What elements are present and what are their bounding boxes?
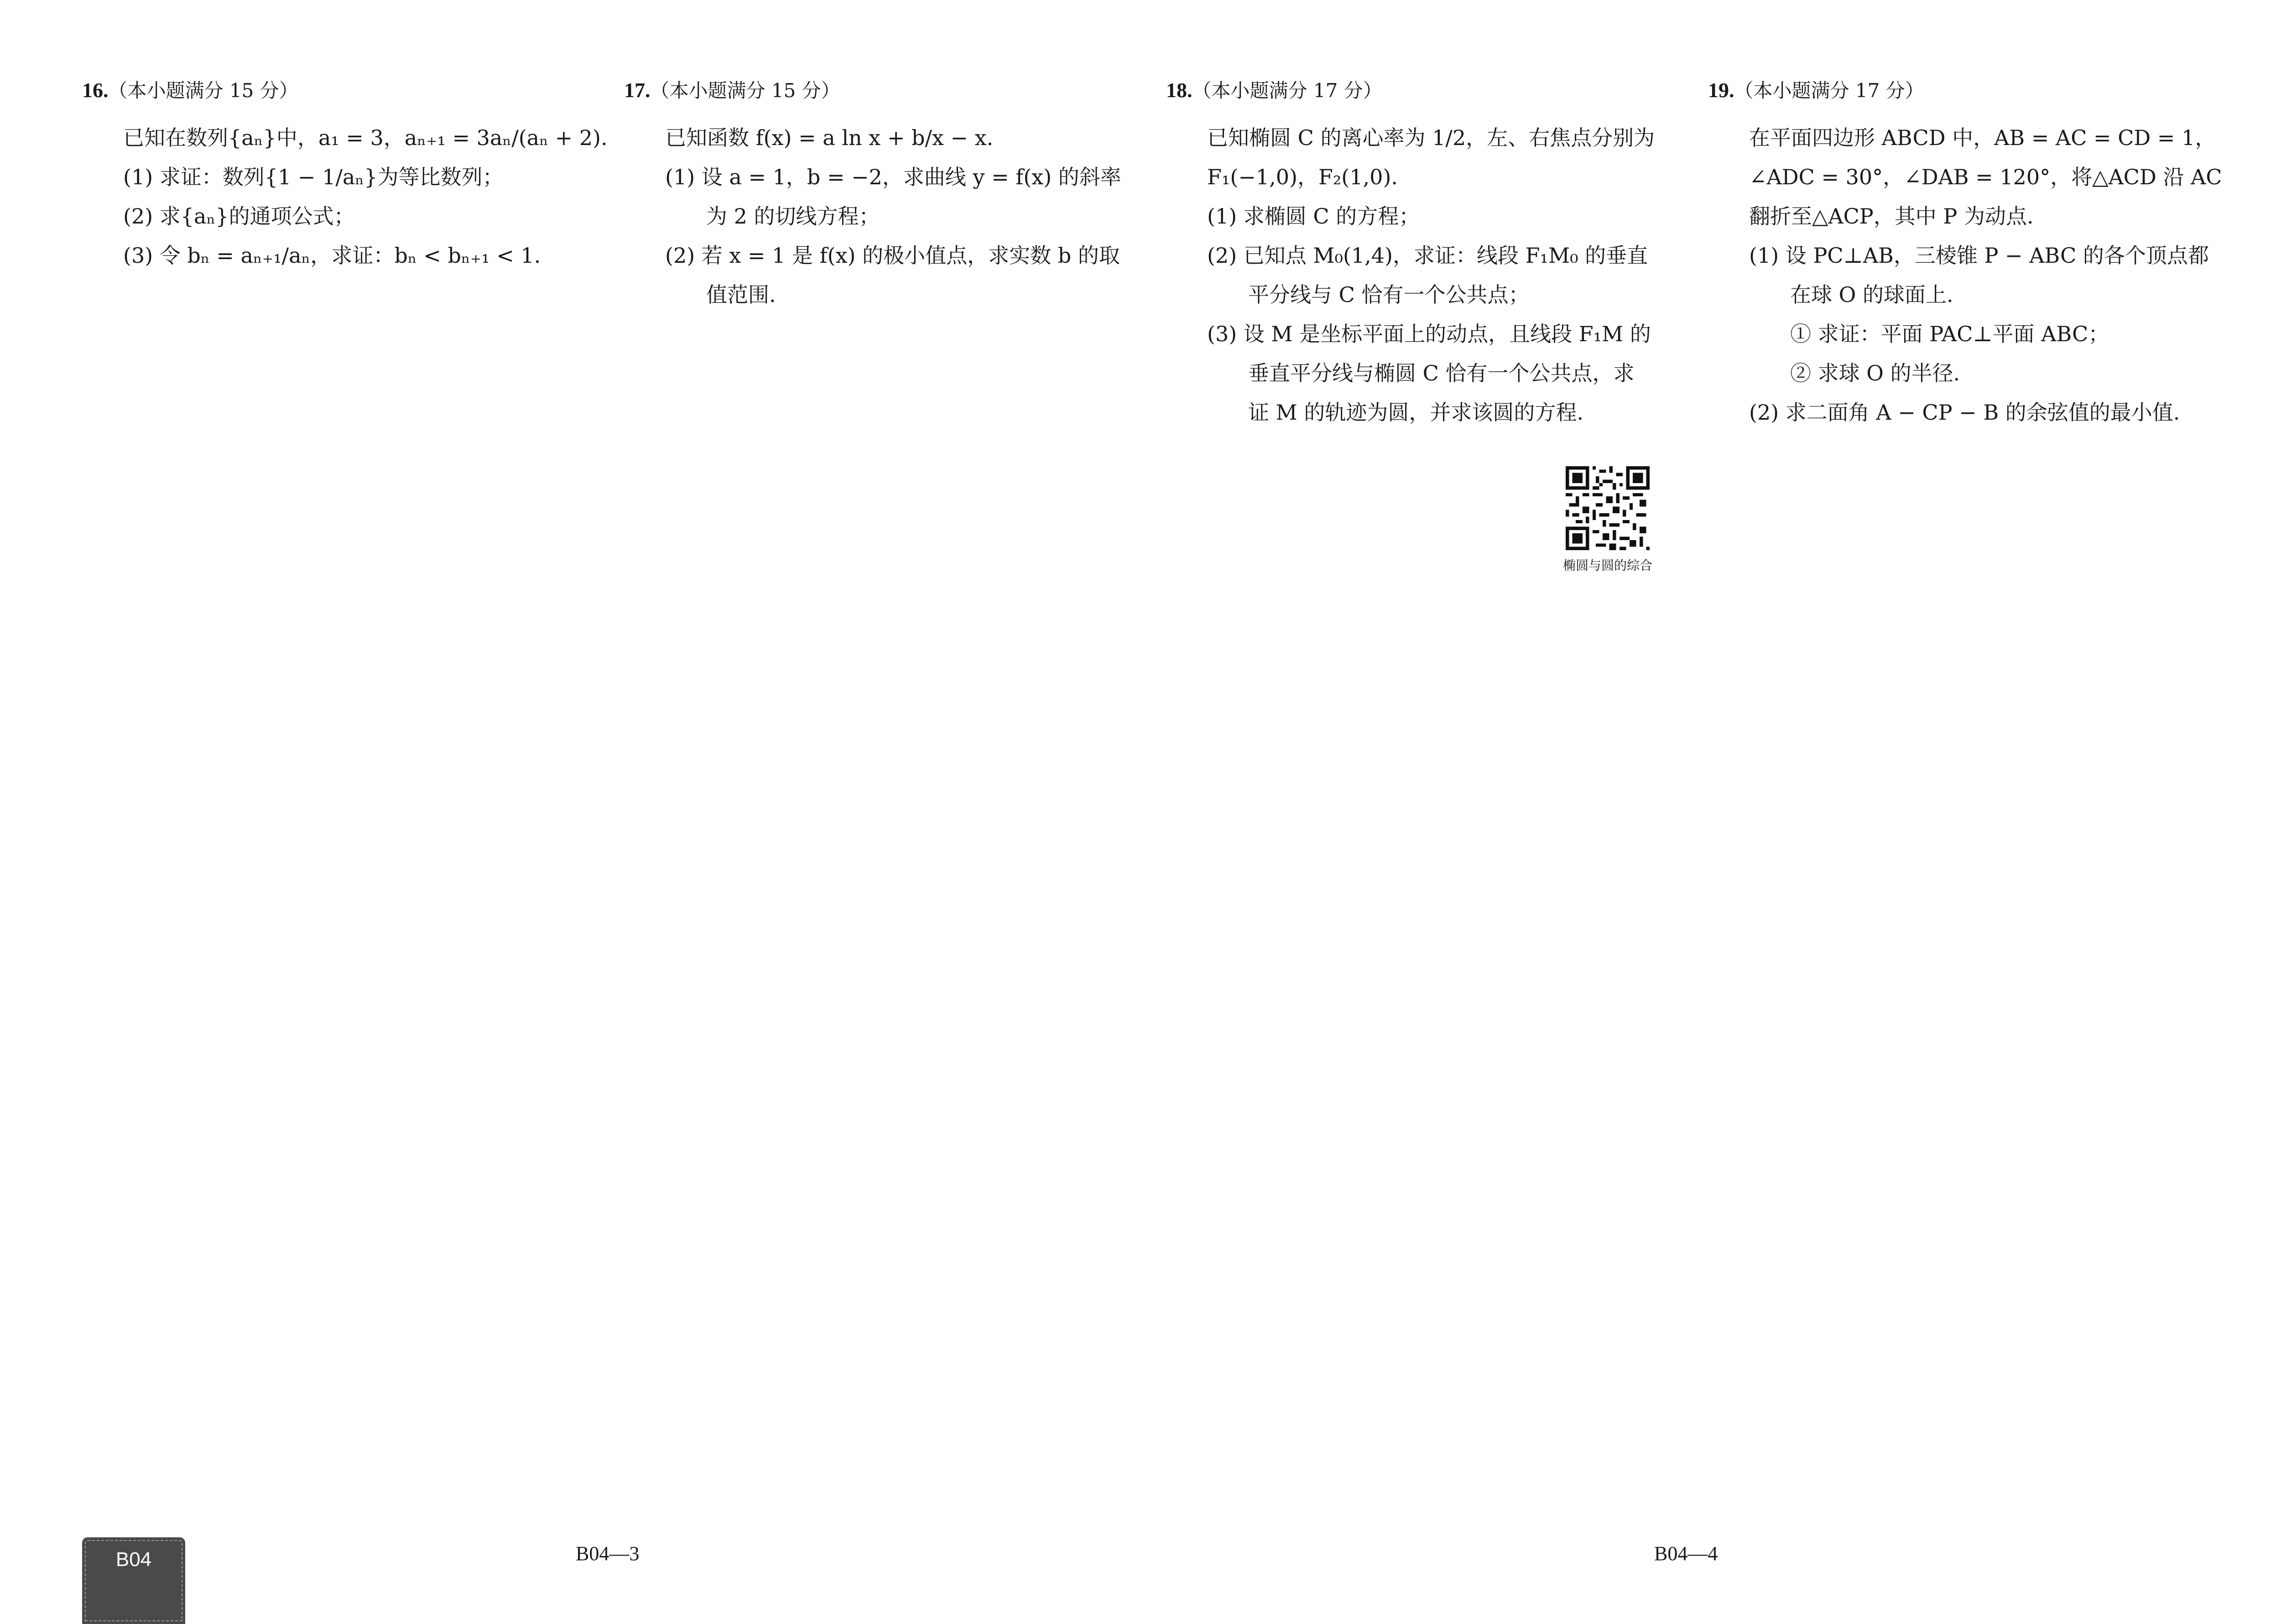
question-18-points: （本小题满分 17 分） — [1192, 79, 1382, 102]
question-18 — [1166, 77, 1682, 432]
question-18-part-2-continued: 平分线与 C 恰有一个公共点； — [1248, 282, 1530, 307]
question-18-part-2: (2) 已知点 M₀(1,4)，求证：线段 F₁M₀ 的垂直 — [1207, 243, 1648, 268]
question-17-parts — [624, 157, 1140, 314]
question-19-part-1-continued: 在球 O 的球面上. — [1790, 282, 1953, 307]
question-19-header — [1708, 77, 2224, 104]
question-18-stem-continued: F₁(−1,0)，F₂(1,0). — [1207, 165, 1398, 189]
question-18-parts — [1166, 197, 1682, 432]
question-17-part-2: (2) 若 x = 1 是 f(x) 的极小值点，求实数 b 的取 — [665, 243, 1120, 268]
question-17-part-2-continued: 值范围. — [706, 282, 776, 307]
question-19-part-1-ii: ② 求球 O 的半径. — [1790, 361, 1960, 385]
question-16-stem: 已知在数列{aₙ}中，a₁ = 3，aₙ₊₁ = 3aₙ/(aₙ + 2). — [123, 125, 608, 150]
question-19-stem-3: 翻折至△ACP，其中 P 为动点. — [1749, 204, 2034, 229]
question-18-part-1: (1) 求椭圆 C 的方程； — [1207, 204, 1420, 229]
page-number-right: B04—4 — [1654, 1542, 1718, 1565]
question-19-points: （本小题满分 17 分） — [1734, 79, 1924, 102]
question-16-part-1: (1) 求证：数列{1 − 1/aₙ}为等比数列； — [123, 165, 504, 189]
question-16 — [82, 77, 608, 275]
question-18-stem: 已知椭圆 C 的离心率为 1/2，左、右焦点分别为 — [1207, 125, 1655, 150]
question-19-part-1: (1) 设 PC⊥AB，三棱锥 P − ABC 的各个顶点都 — [1749, 243, 2209, 268]
question-19 — [1708, 77, 2224, 432]
section-tab-label: B04 — [115, 1548, 152, 1571]
question-17-part-1: (1) 设 a = 1，b = −2，求曲线 y = f(x) 的斜率 — [665, 165, 1121, 189]
question-16-points: （本小题满分 15 分） — [108, 79, 298, 102]
question-16-parts — [82, 157, 598, 275]
question-17-number: 17. — [624, 78, 651, 102]
question-17-part-1-continued: 为 2 的切线方程； — [706, 204, 880, 229]
question-18-part-3-continued-2: 证 M 的轨迹为圆，并求该圆的方程. — [1248, 400, 1583, 425]
question-17-points: （本小题满分 15 分） — [650, 79, 840, 102]
question-19-part-1-i: ① 求证：平面 PAC⊥平面 ABC； — [1790, 322, 2109, 346]
question-16-part-3: (3) 令 bₙ = aₙ₊₁/aₙ，求证：bₙ < bₙ₊₁ < 1. — [123, 243, 541, 268]
qr-code-icon[interactable] — [1566, 466, 1650, 550]
question-19-parts — [1708, 236, 2224, 432]
question-19-part-2: (2) 求二面角 A − CP − B 的余弦值的最小值. — [1749, 400, 2180, 425]
question-19-stem-2: ∠ADC = 30°，∠DAB = 120°，将△ACD 沿 AC — [1749, 165, 2222, 189]
question-16-number: 16. — [82, 78, 109, 102]
question-16-part-2: (2) 求{aₙ}的通项公式； — [123, 204, 355, 229]
question-16-header — [82, 77, 598, 104]
question-18-header — [1166, 77, 1682, 104]
question-18-part-3: (3) 设 M 是坐标平面上的动点，且线段 F₁M 的 — [1207, 322, 1651, 346]
question-17-stem: 已知函数 f(x) = a ln x + b/x − x. — [665, 125, 994, 150]
question-17 — [624, 77, 1140, 314]
question-19-stem-1: 在平面四边形 ABCD 中，AB = AC = CD = 1， — [1749, 125, 2216, 150]
question-19-number: 19. — [1708, 78, 1734, 102]
page-number-left: B04—3 — [576, 1542, 640, 1565]
question-17-header — [624, 77, 1140, 104]
qr-caption: 椭圆与圆的综合 — [1562, 558, 1652, 573]
section-tab — [82, 1537, 185, 1624]
question-18-part-3-continued-1: 垂直平分线与椭圆 C 恰有一个公共点，求 — [1248, 361, 1635, 385]
question-18-number: 18. — [1166, 78, 1193, 102]
